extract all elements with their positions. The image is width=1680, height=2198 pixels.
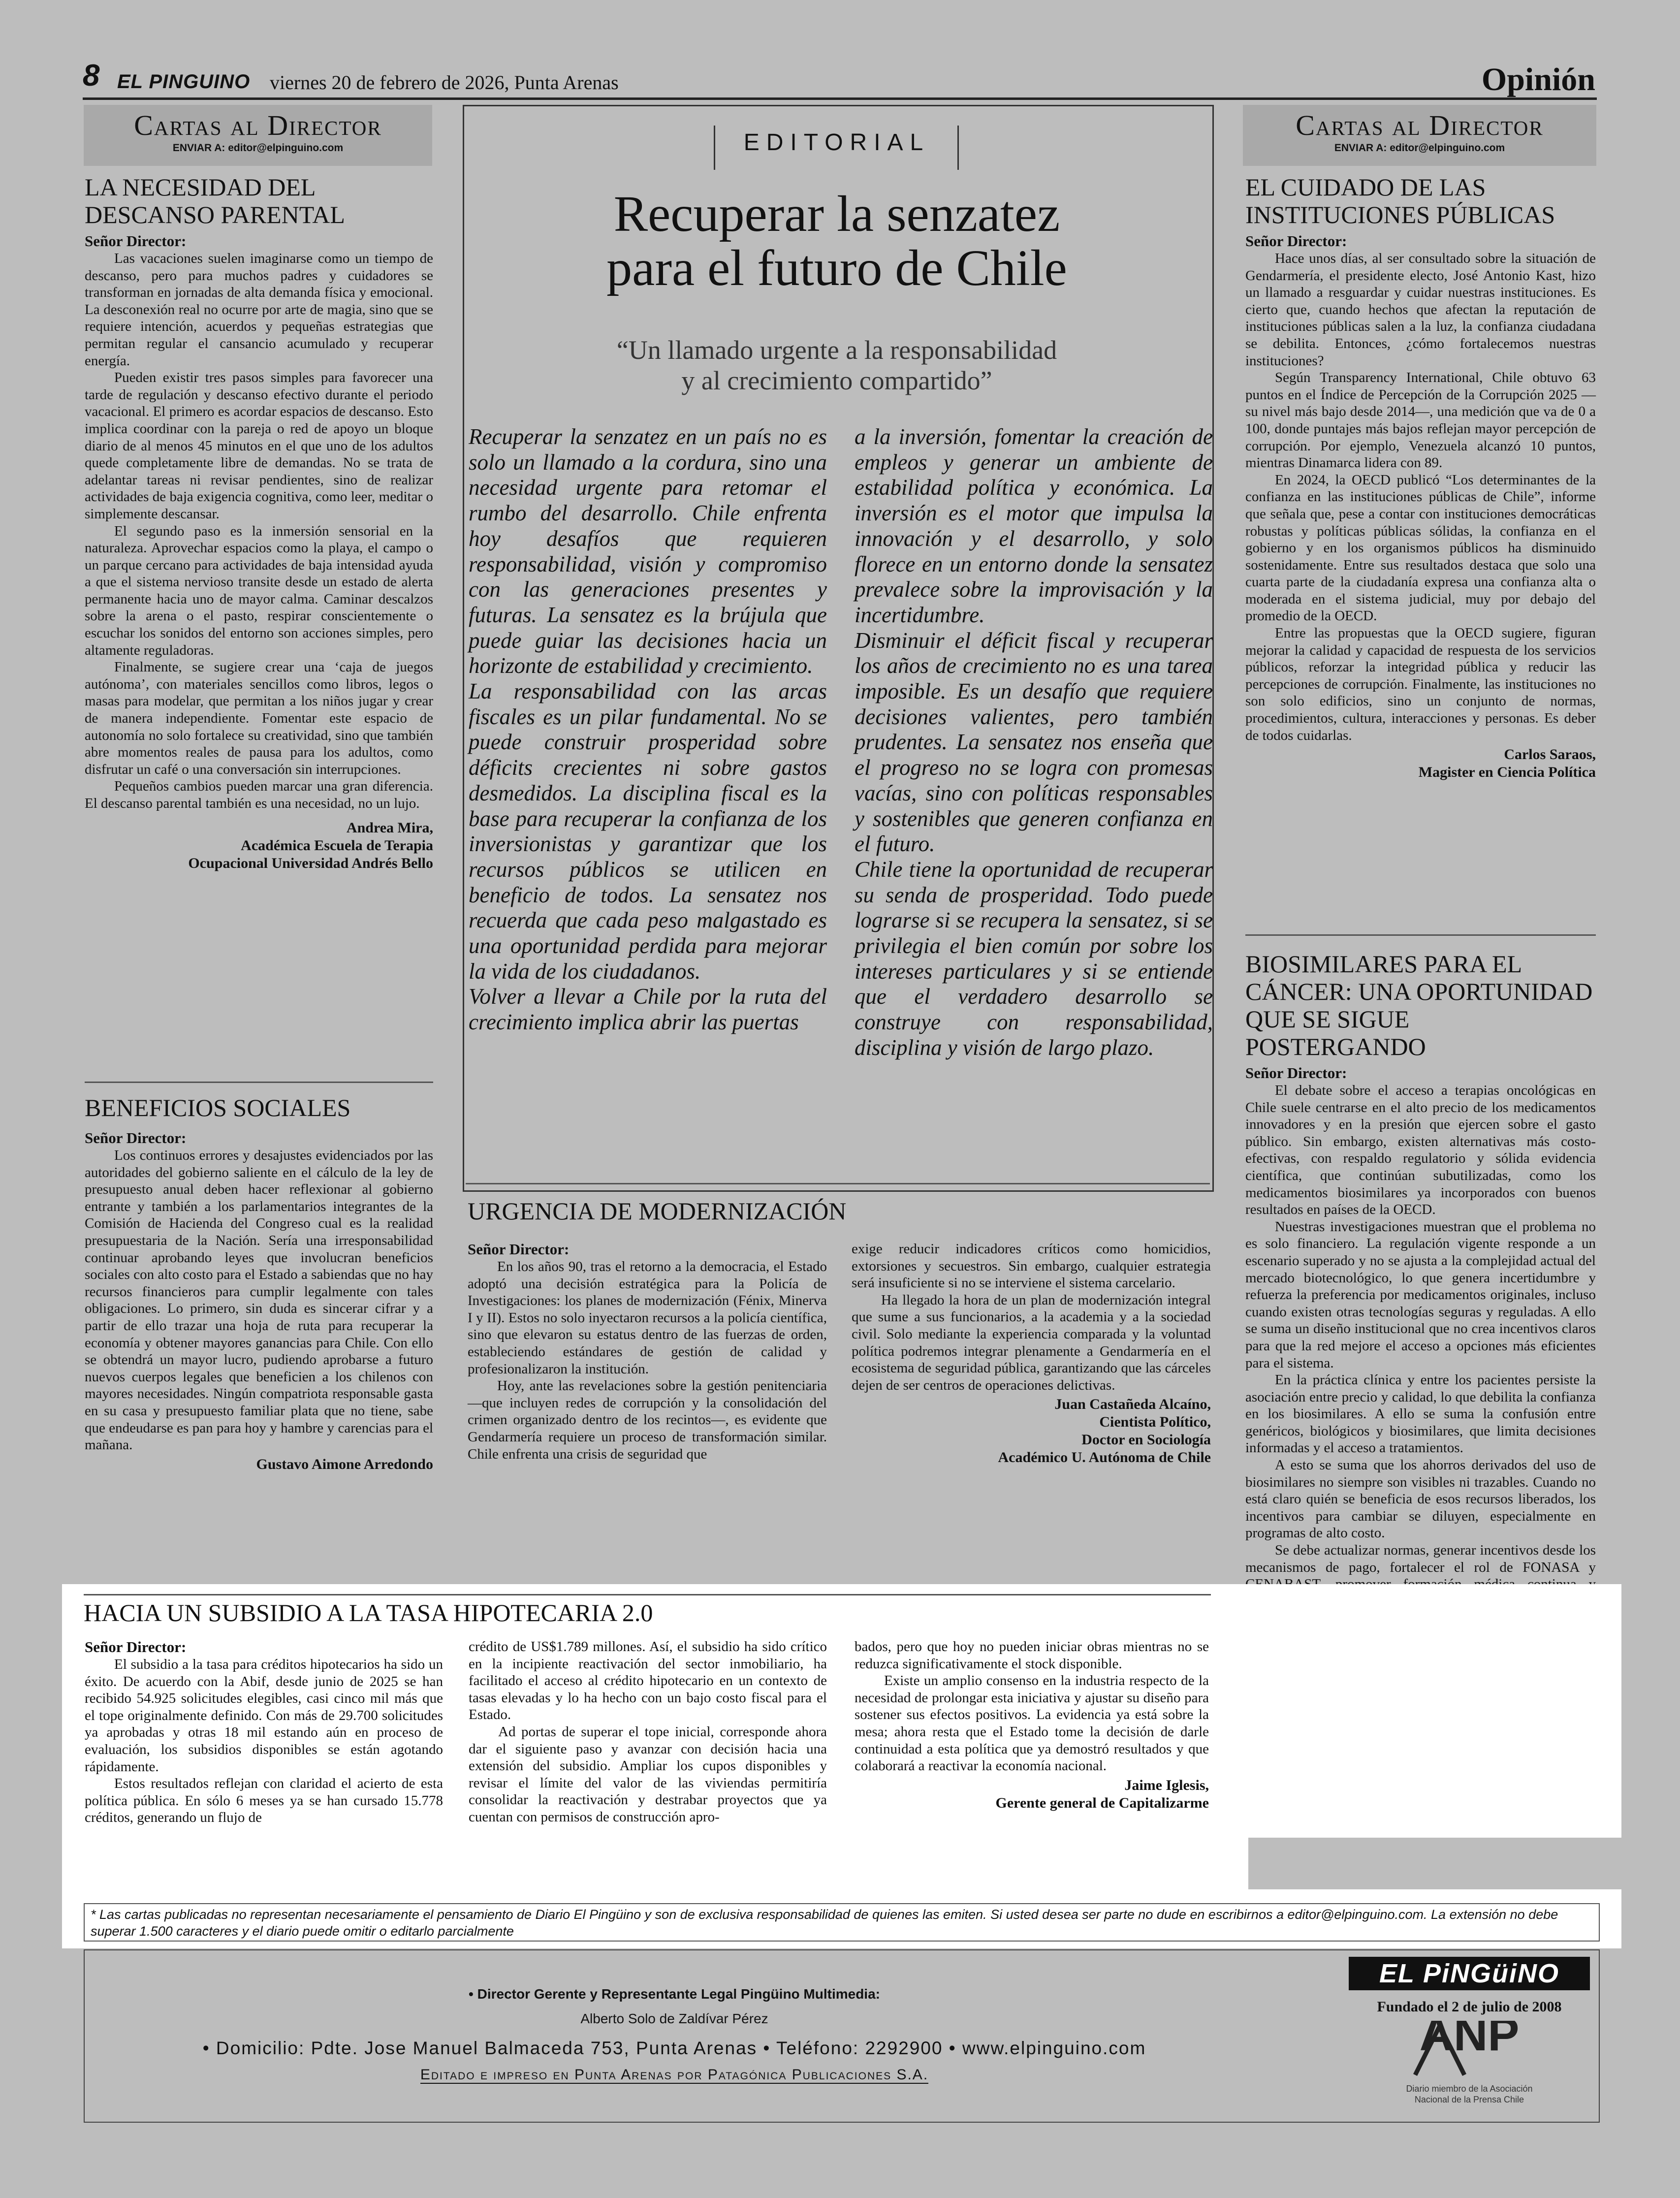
signature-name: Andrea Mira, <box>346 819 433 836</box>
paragraph: Pequeños cambios pueden marcar una gran diferencia. El descanso parental también es una necesidad, no un lujo. <box>85 778 433 811</box>
paragraph: Estos resultados reflejan con claridad el acierto de esta política pública. En sólo 6 meses ya se han cursado 15.778 créditos, generando un flujo de <box>85 1776 443 1826</box>
paragraph: El debate sobre el acceso a terapias oncológicas en Chile suele centrarse en el alto precio de los medicamentos innovadores y en la presión que ejercen sobre el gasto público. Sin embargo, existen alternativas más costo-efectivas, con respaldo regulatorio y sólida evidencia científica, que continúan subutilizadas, como los medicamentos biosimilares ya incorporados con buenos resultados en países de la OECD. <box>1245 1083 1596 1218</box>
signature-name: Jaime Iglesis, <box>1124 1777 1209 1793</box>
cartas-header-left <box>84 105 432 166</box>
letter-modernizacion-col2 <box>852 1241 1211 1466</box>
cartas-header-right <box>1243 105 1596 166</box>
editorial-subtitle-line1: “Un llamado urgente a la responsabilidad <box>616 335 1057 365</box>
paragraph: crédito de US$1.789 millones. Así, el subsidio ha sido crítico en la incipiente reactivación del sector inmobiliario, ha facilitado el acceso al crédito hipotecario en un contexto de tasas elevadas y lo ha hecho con un bajo costo fiscal para el Estado. <box>469 1639 827 1723</box>
label-bracket-left <box>714 126 715 170</box>
letter-body <box>852 1241 1211 1394</box>
letter-descanso-parental <box>85 173 433 872</box>
editorial-column-2 <box>855 424 1213 1061</box>
letter-beneficios-sociales <box>85 1094 433 1473</box>
letter-title: BENEFICIOS SOCIALES <box>85 1094 351 1121</box>
paragraph: El subsidio a la tasa para créditos hipotecarios ha sido un éxito. De acuerdo con la Abif, desde junio de 2025 se han recibido 54.925 solicitudes elegibles, casi cinco mil más que el tope originalmente definido. Con más de 29.700 solicitudes ya aprobadas y otras 18 mil estando aún en proceso de evaluación, los subsidios disponibles se están agotando rápidamente. <box>85 1656 443 1775</box>
signature-name: Gustavo Aimone Arredondo <box>256 1456 433 1472</box>
editorial-paragraph: Recuperar la senzatez en un país no es solo un llamado a la cordura, sino una necesidad urgente para retomar el rumbo del desarrollo. Chile enfrenta hoy desafíos que requieren responsabilidad, visión y compromiso con las generaciones presentes y futuras. La sensatez es la brújula que puede guiar las decisiones hacia un horizonte de estabilidad y crecimiento. <box>469 424 827 678</box>
dateline: viernes 20 de febrero de 2026, Punta Arenas <box>270 71 619 94</box>
paragraph: Nuestras investigaciones muestran que el problema no es solo financiero. La regulación vigente responde a un escenario superado y no se ajusta a la complejidad actual del mercado biotecnológico, lo que genera incertidumbre y refuerza la preferencia por medicamentos originales, incluso cuando existen otras tecnologías seguras y reguladas. A ello se suma un diseño institucional que no crea incentivos claros para que la red mejore el acceso a opciones más eficientes para el sistema. <box>1245 1218 1596 1371</box>
salutation: Señor Director: <box>1245 1064 1347 1082</box>
salutation: Señor Director: <box>468 1241 570 1258</box>
paragraph: Finalmente, se sugiere crear una ‘caja de juegos autónoma’, con materiales sencillos como libros, legos o masas para modelar, que permitan a los niños jugar y crear de manera independiente. Fomentar este espacio de autonomía no solo fortalece su creatividad, sino que también abre momentos reales de pausa para los adultos, como disfrutar un café o una conversación sin interrupciones. <box>85 659 433 777</box>
editorial-headline-line2: para el futuro de Chile <box>606 240 1067 296</box>
divider <box>466 1183 1210 1184</box>
disclaimer: * Las cartas publicadas no representan necesariamente el pensamiento de Diario El Pingüino y son de exclusiva responsabilidad de quienes las emiten. Si usted desea ser parte no dude en escribirnos a editor@elpinguino.com. La extensión no debe superar 1.500 caracteres y el diario puede omitir o editarlo parcialmente <box>84 1903 1600 1942</box>
director-label: • Director Gerente y Representante Legal Pingüino Multimedia: <box>469 1986 880 2002</box>
paragraph: Se debe actualizar normas, generar incentivos desde los mecanismos de pago, fortalecer el rol de FONASA y <box>1245 1542 1596 1575</box>
paragraph: Entre las propuestas que la OECD sugiere, figuran mejorar la calidad y capacidad de respuesta de los servicios públicos, reforzar la integridad pública y reducir las percepciones de corrupción. Finalmente, las instituciones no son solo edificios, sino un conjunto de normas, procedimientos, cultura, interacciones y personas. Es deber de todos cuidarlas. <box>1245 625 1596 743</box>
divider <box>85 1082 433 1083</box>
footer-printed <box>98 2067 1250 2083</box>
salutation: Señor Director: <box>85 1638 187 1656</box>
signature-line: Magister en Ciencia Política <box>1418 764 1596 781</box>
page-number: 8 <box>83 59 100 93</box>
director-name: Alberto Solo de Zaldívar Pérez <box>580 2011 768 2026</box>
brand-small: EL PINGUINO <box>117 71 251 93</box>
printed-text: Editado e impreso en Punta Arenas por Patagónica Publicaciones S.A. <box>420 2067 929 2083</box>
letter-body <box>1245 250 1596 744</box>
letter-title: LA NECESIDAD DEL DESCANSO PARENTAL <box>85 173 345 228</box>
signature-line: Cientista Político, <box>1099 1414 1211 1431</box>
paragraph: En la práctica clínica y entre los pacientes persiste la asociación entre precio y calidad, lo que debilita la confianza en los biosimilares. A ello se suma la confusión entre genéricos, biológicos y biosimilares, que limita decisiones informadas y el acceso a tratamientos. <box>1245 1372 1596 1456</box>
signature-line: Doctor en Sociología <box>1081 1432 1211 1448</box>
letter-title: URGENCIA DE MODERNIZACIÓN <box>468 1197 847 1225</box>
paragraph: Hace unos días, al ser consultado sobre la situación de Gendarmería, el presidente electo, José Antonio Kast, hizo un llamado a resguardar y cuidar nuestras instituciones. Es cierto que, cuando hechos que afectan la reputación de instituciones públicas salen a la luz, la confianza ciudadana se debilita. Entonces, ¿cómo fortalecemos nuestras instituciones? <box>1245 251 1596 369</box>
paragraph: exige reducir indicadores críticos como homicidios, extorsiones y secuestros. Sin embargo, cualquier estrategia será insuficiente si no se interviene el sistema carcelario. <box>852 1241 1211 1291</box>
divider <box>1245 934 1596 936</box>
subsidio-box-right-top <box>1248 1584 1621 1838</box>
paragraph: Según Transparency International, Chile obtuvo 63 puntos en el Índice de Percepción de la Corrupción 2025 —su nivel más bajo desde 2014—, una medición que va de 0 a 100, donde puntajes más bajos reflejan mayor percepción de corrupción. Por ejemplo, Venezuela alcanzó 10 puntos, mientras Dinamarca lidera con 89. <box>1245 370 1596 471</box>
footer-address: • Domicilio: Pdte. Jose Manuel Balmaceda 753, Punta Arenas • Teléfono: 2292900 • www.elpinguino.com <box>202 2038 1146 2058</box>
letter-body <box>855 1638 1209 1775</box>
paragraph: A esto se suma que los ahorros derivados del uso de biosimilares no siempre son visibles ni trazables. Cuando no está claro quién se beneficia de esos recursos liberados, los incentivos para cambiar se diluyen, especialmente en programas de alto costo. <box>1245 1457 1596 1541</box>
header-rule <box>83 97 1597 100</box>
signature-line: Académico U. Autónoma de Chile <box>998 1449 1211 1466</box>
cartas-title: Cartas al Director <box>1296 109 1544 141</box>
divider <box>84 1594 1211 1595</box>
anp-caption-line: Nacional de la Prensa Chile <box>1414 2095 1524 2104</box>
label-bracket-right <box>957 126 959 170</box>
salutation: Señor Director: <box>1245 232 1347 250</box>
enviar-email: ENVIAR A: editor@elpinguino.com <box>172 142 344 154</box>
editorial-label: EDITORIAL <box>743 129 930 156</box>
editorial-column-1 <box>469 424 827 1035</box>
paragraph: En los años 90, tras el retorno a la democracia, el Estado adoptó una decisión estratégica para la Policía de Investigaciones: los planes de modernización (Fénix, Minerva I y II). Estos no solo inyectaron recursos a la policía científica, sino que elevaron su estatus dentro de las fuerzas de orden, estableciendo estándares de gestión de calidad y profesionalizaron la institución. <box>468 1259 827 1377</box>
enviar-email: ENVIAR A: editor@elpinguino.com <box>1334 142 1505 154</box>
anp-logo-text: ANP <box>1419 2021 1520 2061</box>
cartas-title: Cartas al Director <box>134 109 382 141</box>
letter-subsidio-col3 <box>855 1638 1209 1812</box>
editorial-headline-line1: Recuperar la senzatez <box>613 186 1060 242</box>
anp-caption-line: Diario miembro de la Asociación <box>1406 2084 1533 2094</box>
editorial-paragraph: Disminuir el déficit fiscal y recuperar los años de crecimiento no es una tarea imposible. Es un desafío que requiere decisiones valientes, pero también prudentes. La sensatez nos enseña que el progreso no se logra con promesas vacías, sino con políticas responsables y sostenibles que generen confianza en el futuro. <box>855 628 1213 857</box>
editorial-paragraph: La responsabilidad con las arcas fiscales es un pilar fundamental. No se puede construir prosperidad sobre déficits crecientes ni sobre gastos desmedidos. La disciplina fiscal es la base para recuperar la confianza de los inversionistas y garantizar que los recursos públicos se utilicen en beneficio de todos. La sensatez nos recuerda que cada peso malgastado es una oportunidad perdida para mejorar la vida de los ciudadanos. <box>469 679 827 984</box>
paragraph: Hoy, ante las revelaciones sobre la gestión penitenciaria —que incluyen redes de corrupción y la consolidación del crimen organizado dentro de los recintos—, es evidente que Gendarmería requiere un proceso de transformación similar. Chile enfrenta una crisis de seguridad que <box>468 1378 827 1462</box>
paragraph: El segundo paso es la inmersión sensorial en la naturaleza. Aprovechar espacios como la playa, el campo o un parque cercano para actividades de baja intensidad ayuda a que el sistema nervioso transite desde un estado de alerta permanente hacia uno de mayor calma. Caminar descalzos sobre la arena o el pasto, respirar conscientemente o escuchar los sonidos del entorno son acciones simples, pero altamente reguladoras. <box>85 523 433 658</box>
anp-caption <box>1359 2083 1580 2105</box>
founded-text: Fundado el 2 de julio de 2008 <box>1377 1999 1562 2015</box>
paragraph: Ha llegado la hora de un plan de modernización integral que sume a sus funcionarios, a la academia y a la sociedad civil. Solo mediante la experiencia comparada y la voluntad política podremos integrar plenamente a Gendarmería en el ecosistema de seguridad pública, garantizando que las cárceles dejen de ser centros de operaciones delictivas. <box>852 1292 1211 1393</box>
anp-logo-icon <box>1410 2021 1528 2080</box>
letter-modernizacion-col1 <box>468 1258 827 1463</box>
paragraph: Los continuos errores y desajustes evidenciados por las autoridades del gobierno saliente en el cálculo de la ley de presupuesto anual deben hacer reflexionar al gobierno entrante y también a los parlamentarios integrantes de la Comisión de Hacienda del Congreso cual es la realidad presupuestaria de la Nación. Sería una irresponsabilidad continuar aprobando leyes que involucran beneficios sociales con alto costo para el Estado a sabiendas que no hay recursos financieros para cumplir legalmente con tales obligaciones. Lo primero, sin duda es sincerar cifrar y a partir de ello trazar una hoja de ruta para recuperar la economía y obtener mayores ganancias para Chile. Con ello se obtendrá un mayor lucro, pudiendo aprobarse a futuro nuevos cuerpos legales que beneficien a los chilenos con mayores necesidades. Ningún compatriota responsable gasta en su casa y presupuesto familiar plata que no tiene, sabe que endeudarse es pan para hoy y hambre y carencias para el mañana. <box>85 1147 433 1453</box>
el-pinguino-logo: EL PiNGüiNO <box>1349 1957 1590 1990</box>
letter-body <box>85 1147 433 1454</box>
letter-body <box>1245 1082 1596 1661</box>
signature-line: Académica Escuela de Terapia <box>241 837 433 854</box>
letter-body <box>85 250 433 812</box>
editorial-paragraph: a la inversión, fomentar la creación de empleos y generar un ambiente de estabilidad política y económica. La inversión es el motor que impulsa la innovación y el desarrollo, y solo florece en un entorno donde la sensatez prevalece sobre la improvisación y la incertidumbre. <box>855 424 1213 627</box>
signature-line: Ocupacional Universidad Andrés Bello <box>188 855 433 871</box>
editorial-subtitle-line2: y al crecimiento compartido” <box>681 366 992 395</box>
letter-title: BIOSIMILARES PARA EL CÁNCER: UNA OPORTUNIDAD QUE SE SIGUE POSTERGANDO <box>1245 950 1593 1060</box>
anp-logo <box>1410 2021 1528 2080</box>
letter-title: HACIA UN SUBSIDIO A LA TASA HIPOTECARIA 2.0 <box>84 1599 653 1626</box>
paragraph: bados, pero que hoy no pueden iniciar obras mientras no se reduzca significativamente el stock disponible. <box>855 1639 1209 1672</box>
signature-line: Gerente general de Capitalizarme <box>995 1794 1209 1811</box>
paragraph: Ad portas de superar el tope inicial, corresponde ahora dar el siguiente paso y avanzar con decisión hacia una extensión del subsidio. Ampliar los cupos disponibles y revisar el límite del valor de las viviendas permitiría consolidar la reactivación y destrabar proyectos que ya cuentan con permisos de construcción apro- <box>469 1723 827 1825</box>
salutation: Señor Director: <box>85 1129 187 1147</box>
editorial-paragraph: Volver a llevar a Chile por la ruta del crecimiento implica abrir las puertas <box>469 984 827 1035</box>
letter-subsidio-col2 <box>469 1638 827 1826</box>
salutation: Señor Director: <box>85 232 187 250</box>
letter-instituciones-publicas <box>1245 173 1596 781</box>
signature-name: Juan Castañeda Alcaíno, <box>1054 1396 1211 1413</box>
signature-name: Carlos Saraos, <box>1504 746 1596 763</box>
paragraph: Existe un amplio consenso en la industria respecto de la necesidad de prolongar esta iniciativa y ajustar su diseño para sostener sus efectos positivos. La evidencia ya está sobre la mesa; ahora resta que el Estado tome la decisión de darle continuidad a esta política que ya demostró resultados y que colaborará a reactivar la economía nacional. <box>855 1673 1209 1774</box>
section-title: Opinión <box>1481 62 1595 97</box>
paragraph: Las vacaciones suelen imaginarse como un tiempo de descanso, pero para muchos padres y cuidadores se transforman en jornadas de alta demanda física y emocional. La desconexión real no ocurre por arte de magia, sino que se requiere intención, acuerdos y pequeñas estrategias que permitan regular el cansancio acumulado y recuperar energía. <box>85 251 433 369</box>
letter-subsidio-col1 <box>85 1656 443 1826</box>
editorial-paragraph: Chile tiene la oportunidad de recuperar su senda de prosperidad. Todo puede lograrse si se recupera la sensatez, si se privilegia el bien común por sobre los intereses particulares y si se entiende que el verdadero desarrollo se construye con responsabilidad, disciplina y visión de largo plazo. <box>855 857 1213 1060</box>
paragraph: Pueden existir tres pasos simples para favorecer una tarde de regulación y descanso efectivo durante el periodo vacacional. El primero es acordar espacios de descanso. Esto implica coordinar con la pareja o red de apoyo un bloque diario de al menos 45 minutos en el que uno de los adultos quede completamente libre de demandas. No se trata de adelantar tareas ni revisar pendientes, sino de realizar actividades de baja exigencia cognitiva, como leer, meditar o simplemente descansar. <box>85 370 433 522</box>
letter-title: EL CUIDADO DE LAS INSTITUCIONES PÚBLICAS <box>1245 173 1555 228</box>
paragraph: En 2024, la OECD publicó “Los determinantes de la confianza en las instituciones públicas de Chile”, informe que señala que, pese a contar con instituciones democráticas robustas y políticas públicas sólidas, la confianza en el gobierno y en los organismos públicos ha disminuido sostenidamente. Entre sus resultados destaca que solo una cuarta parte de la ciudadanía expresa una confianza alta o moderada en el sistema judicial, muy por debajo del promedio de la OECD. <box>1245 472 1596 624</box>
